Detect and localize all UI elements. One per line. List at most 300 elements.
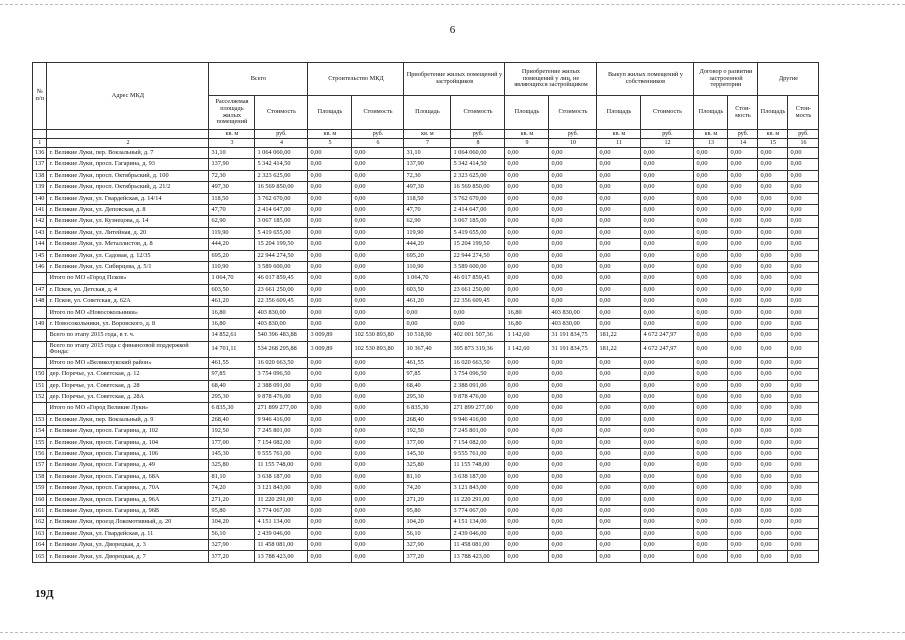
value-cell: 0,00 (597, 426, 641, 437)
row-number-cell (33, 403, 47, 414)
unit-cell: руб. (549, 130, 597, 139)
value-cell: 0,00 (758, 471, 788, 482)
value-cell: 0,00 (788, 296, 819, 307)
value-cell: 0,00 (549, 204, 597, 215)
value-cell: 0,00 (641, 437, 694, 448)
value-cell: 0,00 (549, 517, 597, 528)
value-cell: 62,90 (404, 216, 451, 227)
column-number: 7 (404, 139, 451, 148)
value-cell: 0,00 (758, 227, 788, 238)
value-cell: 16 569 850,00 (255, 182, 308, 193)
header-buyout: Выкуп жилых помещений у собственников (597, 63, 694, 96)
value-cell: 295,30 (404, 392, 451, 403)
value-cell: 137,90 (209, 159, 255, 170)
value-cell: 0,00 (549, 148, 597, 159)
value-cell: 0,00 (788, 273, 819, 284)
table-row (33, 483, 819, 494)
value-cell: 0,00 (788, 403, 819, 414)
value-cell: 16 020 663,50 (255, 357, 308, 368)
value-cell: 0,00 (788, 540, 819, 551)
value-cell: 0,00 (758, 159, 788, 170)
value-cell: 0,00 (728, 551, 758, 562)
value-cell: 0,00 (549, 250, 597, 261)
row-number-cell: 151 (33, 380, 47, 391)
column-number: 15 (758, 139, 788, 148)
value-cell: 0,00 (597, 505, 641, 516)
value-cell: 0,00 (728, 426, 758, 437)
value-cell: 0,00 (788, 250, 819, 261)
value-cell: 2 439 046,00 (451, 528, 505, 539)
table-row (33, 170, 819, 181)
value-cell: 9 946 416,00 (451, 414, 505, 425)
value-cell: 0,00 (788, 284, 819, 295)
value-cell: 0,00 (597, 437, 641, 448)
value-cell: 74,20 (404, 483, 451, 494)
value-cell: 0,00 (505, 448, 549, 459)
address-cell: г. Великие Луки, просп. Гагарина, д. 106 (47, 448, 209, 459)
table-row (33, 494, 819, 505)
value-cell: 0,00 (308, 182, 352, 193)
value-cell: 0,00 (758, 182, 788, 193)
value-cell: 0,00 (308, 307, 352, 318)
row-number-cell (33, 273, 47, 284)
row-number-cell: 156 (33, 448, 47, 459)
value-cell: 0,00 (641, 357, 694, 368)
value-cell: 0,00 (505, 250, 549, 261)
value-cell: 3 009,89 (308, 330, 352, 341)
value-cell: 3 121 843,00 (451, 483, 505, 494)
value-cell: 0,00 (788, 216, 819, 227)
value-cell: 0,00 (597, 403, 641, 414)
value-cell: 102 530 893,80 (352, 341, 404, 357)
value-cell: 0,00 (788, 528, 819, 539)
value-cell: 0,00 (352, 170, 404, 181)
value-cell: 0,00 (352, 296, 404, 307)
table-row (33, 517, 819, 528)
value-cell: 118,50 (209, 193, 255, 204)
value-cell: 9 878 476,00 (451, 392, 505, 403)
table-row (33, 369, 819, 380)
table-row (33, 448, 819, 459)
value-cell: 0,00 (597, 392, 641, 403)
value-cell: 2 414 647,00 (255, 204, 308, 215)
value-cell: 0,00 (549, 437, 597, 448)
value-cell: 0,00 (641, 392, 694, 403)
row-number-cell (33, 341, 47, 357)
value-cell: 0,00 (597, 540, 641, 551)
value-cell: 0,00 (788, 437, 819, 448)
value-cell: 0,00 (352, 284, 404, 295)
value-cell: 0,00 (758, 216, 788, 227)
value-cell: 327,90 (209, 540, 255, 551)
value-cell: 0,00 (694, 403, 728, 414)
value-cell: 0,00 (505, 403, 549, 414)
value-cell: 3 754 096,50 (255, 369, 308, 380)
value-cell: 0,00 (788, 448, 819, 459)
value-cell: 0,00 (308, 471, 352, 482)
value-cell: 0,00 (549, 239, 597, 250)
value-cell: 181,22 (597, 330, 641, 341)
unit-cell: кв. м (209, 130, 255, 139)
value-cell: 0,00 (352, 357, 404, 368)
page-number: 6 (449, 24, 456, 36)
value-cell: 0,00 (308, 369, 352, 380)
value-cell: 118,50 (404, 193, 451, 204)
value-cell: 0,00 (308, 296, 352, 307)
value-cell: 0,00 (597, 494, 641, 505)
value-cell: 97,85 (209, 369, 255, 380)
units-blank (47, 130, 209, 139)
column-number: 8 (451, 139, 505, 148)
value-cell: 0,00 (549, 261, 597, 272)
value-cell: 15 204 199,50 (451, 239, 505, 250)
address-cell: г. Великие Луки, просп. Гагарина, д. 93 (47, 159, 209, 170)
value-cell: 0,00 (549, 284, 597, 295)
value-cell: 0,00 (549, 528, 597, 539)
top-scan-edge (0, 4, 905, 5)
address-cell: г. Великие Луки, ул. Садовая, д. 12/35 (47, 250, 209, 261)
value-cell: 3 638 187,00 (451, 471, 505, 482)
value-cell: 0,00 (641, 216, 694, 227)
value-cell: 0,00 (308, 483, 352, 494)
column-number: 10 (549, 139, 597, 148)
value-cell: 0,00 (758, 426, 788, 437)
value-cell: 81,10 (404, 471, 451, 482)
total-row (33, 307, 819, 318)
value-cell: 497,30 (209, 182, 255, 193)
value-cell: 0,00 (694, 307, 728, 318)
header-total: Всего (209, 63, 308, 96)
row-number-cell: 141 (33, 204, 47, 215)
value-cell: 0,00 (308, 159, 352, 170)
address-cell: дер. Поречье, ул. Советская, д. 28 (47, 380, 209, 391)
address-cell: дер. Поречье, ул. Советская, д. 12 (47, 369, 209, 380)
value-cell: 0,00 (641, 471, 694, 482)
value-cell: 16,80 (505, 307, 549, 318)
value-cell: 0,00 (597, 318, 641, 329)
value-cell: 10 367,40 (404, 341, 451, 357)
value-cell: 0,00 (505, 369, 549, 380)
value-cell: 0,00 (308, 403, 352, 414)
bottom-scan-edge (0, 632, 905, 633)
value-cell: 0,00 (505, 528, 549, 539)
value-cell: 0,00 (728, 528, 758, 539)
value-cell: 0,00 (728, 460, 758, 471)
value-cell: 0,00 (451, 307, 505, 318)
value-cell: 104,20 (209, 517, 255, 528)
value-cell: 0,00 (549, 494, 597, 505)
value-cell: 56,10 (404, 528, 451, 539)
total-row (33, 341, 819, 357)
value-cell: 0,00 (352, 540, 404, 551)
value-cell: 0,00 (352, 239, 404, 250)
value-cell: 0,00 (694, 483, 728, 494)
value-cell: 0,00 (641, 307, 694, 318)
value-cell: 31,10 (404, 148, 451, 159)
value-cell: 13 788 423,00 (255, 551, 308, 562)
value-cell: 0,00 (308, 551, 352, 562)
value-cell: 0,00 (597, 296, 641, 307)
value-cell: 62,90 (209, 216, 255, 227)
value-cell: 0,00 (505, 182, 549, 193)
value-cell: 0,00 (641, 296, 694, 307)
value-cell: 0,00 (694, 148, 728, 159)
value-cell: 0,00 (758, 307, 788, 318)
address-cell: г. Великие Луки, ул. Деповская, д. 8 (47, 204, 209, 215)
unit-cell: кв. м (505, 130, 549, 139)
value-cell: 0,00 (641, 193, 694, 204)
value-cell: 3 067 185,00 (451, 216, 505, 227)
column-number: 1 (33, 139, 47, 148)
value-cell: 0,00 (758, 170, 788, 181)
value-cell: 0,00 (505, 392, 549, 403)
unit-cell: руб. (255, 130, 308, 139)
address-cell: г. Великие Луки, просп. Октябрьский, д. 100 (47, 170, 209, 181)
table-row (33, 528, 819, 539)
value-cell: 0,00 (597, 216, 641, 227)
value-cell: 0,00 (694, 216, 728, 227)
value-cell: 6 835,30 (404, 403, 451, 414)
table-row (33, 318, 819, 329)
value-cell: 0,00 (758, 392, 788, 403)
row-number-cell: 163 (33, 528, 47, 539)
address-cell: г. Псков, ул. Детская, д. 4 (47, 284, 209, 295)
value-cell: 0,00 (308, 193, 352, 204)
value-cell: 0,00 (788, 551, 819, 562)
value-cell: 0,00 (694, 239, 728, 250)
resettlement-register-table (32, 62, 819, 563)
value-cell: 695,20 (209, 250, 255, 261)
value-cell: 16 020 663,50 (451, 357, 505, 368)
row-number-cell: 146 (33, 261, 47, 272)
value-cell: 0,00 (728, 540, 758, 551)
address-cell: дер. Поречье, ул. Советская, д. 28А (47, 392, 209, 403)
value-cell: 0,00 (694, 170, 728, 181)
value-cell: 0,00 (694, 250, 728, 261)
unit-cell: руб. (788, 130, 819, 139)
row-number-cell: 148 (33, 296, 47, 307)
value-cell: 0,00 (694, 437, 728, 448)
value-cell: 0,00 (549, 483, 597, 494)
value-cell: 0,00 (308, 380, 352, 391)
value-cell: 271 899 277,00 (451, 403, 505, 414)
subheader-area: Площадь (505, 96, 549, 130)
value-cell: 0,00 (694, 448, 728, 459)
value-cell: 0,00 (352, 437, 404, 448)
table-row (33, 261, 819, 272)
value-cell: 0,00 (694, 182, 728, 193)
value-cell: 3 589 600,00 (451, 261, 505, 272)
value-cell: 0,00 (694, 341, 728, 357)
row-number-cell: 164 (33, 540, 47, 551)
value-cell: 68,40 (209, 380, 255, 391)
value-cell: 0,00 (308, 528, 352, 539)
value-cell: 0,00 (728, 357, 758, 368)
value-cell: 0,00 (788, 341, 819, 357)
value-cell: 0,00 (549, 403, 597, 414)
value-cell: 0,00 (352, 318, 404, 329)
value-cell: 0,00 (694, 414, 728, 425)
value-cell: 0,00 (728, 273, 758, 284)
table-row (33, 414, 819, 425)
value-cell: 0,00 (788, 505, 819, 516)
table-row (33, 505, 819, 516)
value-cell: 0,00 (352, 273, 404, 284)
value-cell: 0,00 (758, 505, 788, 516)
value-cell: 0,00 (505, 148, 549, 159)
value-cell: 16,80 (505, 318, 549, 329)
value-cell: 0,00 (352, 494, 404, 505)
subheader-cost: Стоимость (549, 96, 597, 130)
table-row (33, 227, 819, 238)
value-cell: 0,00 (758, 193, 788, 204)
value-cell: 0,00 (549, 227, 597, 238)
value-cell: 0,00 (758, 551, 788, 562)
unit-cell: кв. м (694, 130, 728, 139)
column-number: 4 (255, 139, 308, 148)
total-row (33, 273, 819, 284)
value-cell: 0,00 (788, 369, 819, 380)
value-cell: 0,00 (308, 357, 352, 368)
value-cell: 110,90 (404, 261, 451, 272)
value-cell: 23 661 250,00 (451, 284, 505, 295)
unit-cell: кв. м (758, 130, 788, 139)
value-cell: 0,00 (352, 392, 404, 403)
value-cell: 444,20 (209, 239, 255, 250)
row-number-cell: 145 (33, 250, 47, 261)
value-cell: 3 762 670,00 (451, 193, 505, 204)
value-cell: 0,00 (308, 250, 352, 261)
value-cell: 1 142,60 (505, 330, 549, 341)
value-cell: 0,00 (352, 148, 404, 159)
value-cell: 0,00 (694, 204, 728, 215)
value-cell: 5 342 414,50 (451, 159, 505, 170)
header-dev-contract: Договор о развитии застроенной территории (694, 63, 758, 96)
value-cell: 0,00 (758, 239, 788, 250)
value-cell: 268,40 (404, 414, 451, 425)
value-cell: 0,00 (758, 261, 788, 272)
value-cell: 0,00 (641, 273, 694, 284)
value-cell: 0,00 (728, 227, 758, 238)
value-cell: 102 530 893,80 (352, 330, 404, 341)
value-cell: 0,00 (641, 261, 694, 272)
value-cell: 11 458 081,00 (451, 540, 505, 551)
value-cell: 0,00 (788, 193, 819, 204)
value-cell: 0,00 (728, 448, 758, 459)
value-cell: 402 001 507,36 (451, 330, 505, 341)
value-cell: 0,00 (694, 261, 728, 272)
value-cell: 0,00 (505, 426, 549, 437)
value-cell: 0,00 (694, 426, 728, 437)
column-number: 6 (352, 139, 404, 148)
value-cell: 0,00 (758, 369, 788, 380)
address-cell: г. Новосокольники, ул. Воровского, д. 8 (47, 318, 209, 329)
subheader-area: Площадь (404, 96, 451, 130)
value-cell: 0,00 (694, 284, 728, 295)
value-cell: 0,00 (694, 296, 728, 307)
value-cell: 0,00 (758, 273, 788, 284)
value-cell: 271,20 (404, 494, 451, 505)
column-number: 9 (505, 139, 549, 148)
unit-cell: кв. м (308, 130, 352, 139)
value-cell: 540 396 483,88 (255, 330, 308, 341)
address-cell: Итого по МО «Новосокольники» (47, 307, 209, 318)
total-row (33, 357, 819, 368)
value-cell: 0,00 (549, 414, 597, 425)
value-cell: 31 191 834,75 (549, 330, 597, 341)
footer-mark: 19Д (35, 588, 54, 600)
value-cell: 0,00 (505, 261, 549, 272)
units-blank (33, 130, 47, 139)
value-cell: 0,00 (641, 182, 694, 193)
value-cell: 0,00 (308, 540, 352, 551)
value-cell: 0,00 (728, 517, 758, 528)
value-cell: 0,00 (505, 170, 549, 181)
value-cell: 0,00 (597, 414, 641, 425)
address-cell: г. Великие Луки, просп. Гагарина, д. 96А (47, 494, 209, 505)
value-cell: 0,00 (728, 403, 758, 414)
value-cell: 0,00 (694, 227, 728, 238)
value-cell: 0,00 (505, 193, 549, 204)
header-address: Адрес МКД (47, 63, 209, 130)
value-cell: 0,00 (788, 318, 819, 329)
value-cell: 0,00 (641, 551, 694, 562)
value-cell: 16,80 (209, 318, 255, 329)
value-cell: 0,00 (549, 505, 597, 516)
value-cell: 7 154 082,00 (451, 437, 505, 448)
value-cell: 0,00 (549, 193, 597, 204)
value-cell: 0,00 (641, 403, 694, 414)
value-cell: 9 946 416,00 (255, 414, 308, 425)
value-cell: 0,00 (788, 414, 819, 425)
value-cell: 0,00 (505, 494, 549, 505)
value-cell: 1 064,70 (209, 273, 255, 284)
value-cell: 0,00 (352, 448, 404, 459)
row-number-cell: 138 (33, 170, 47, 181)
value-cell: 0,00 (549, 448, 597, 459)
value-cell: 0,00 (694, 540, 728, 551)
value-cell: 0,00 (728, 330, 758, 341)
value-cell: 0,00 (728, 193, 758, 204)
value-cell: 0,00 (597, 193, 641, 204)
unit-cell: руб. (451, 130, 505, 139)
table-row (33, 159, 819, 170)
value-cell: 0,00 (728, 204, 758, 215)
value-cell: 137,90 (404, 159, 451, 170)
value-cell: 3 121 843,00 (255, 483, 308, 494)
row-number-cell: 160 (33, 494, 47, 505)
value-cell: 119,90 (209, 227, 255, 238)
table-row (33, 296, 819, 307)
value-cell: 0,00 (352, 471, 404, 482)
value-cell: 0,00 (505, 204, 549, 215)
value-cell: 0,00 (308, 494, 352, 505)
value-cell: 2 323 625,00 (451, 170, 505, 181)
row-number-cell: 165 (33, 551, 47, 562)
value-cell: 23 661 250,00 (255, 284, 308, 295)
value-cell: 0,00 (694, 357, 728, 368)
value-cell: 14 852,61 (209, 330, 255, 341)
value-cell: 0,00 (788, 261, 819, 272)
value-cell: 0,00 (308, 414, 352, 425)
column-number: 11 (597, 139, 641, 148)
value-cell: 192,50 (209, 426, 255, 437)
value-cell: 0,00 (758, 250, 788, 261)
value-cell: 0,00 (758, 380, 788, 391)
subheader-area: Площадь (758, 96, 788, 130)
value-cell: 271,20 (209, 494, 255, 505)
value-cell: 0,00 (758, 414, 788, 425)
